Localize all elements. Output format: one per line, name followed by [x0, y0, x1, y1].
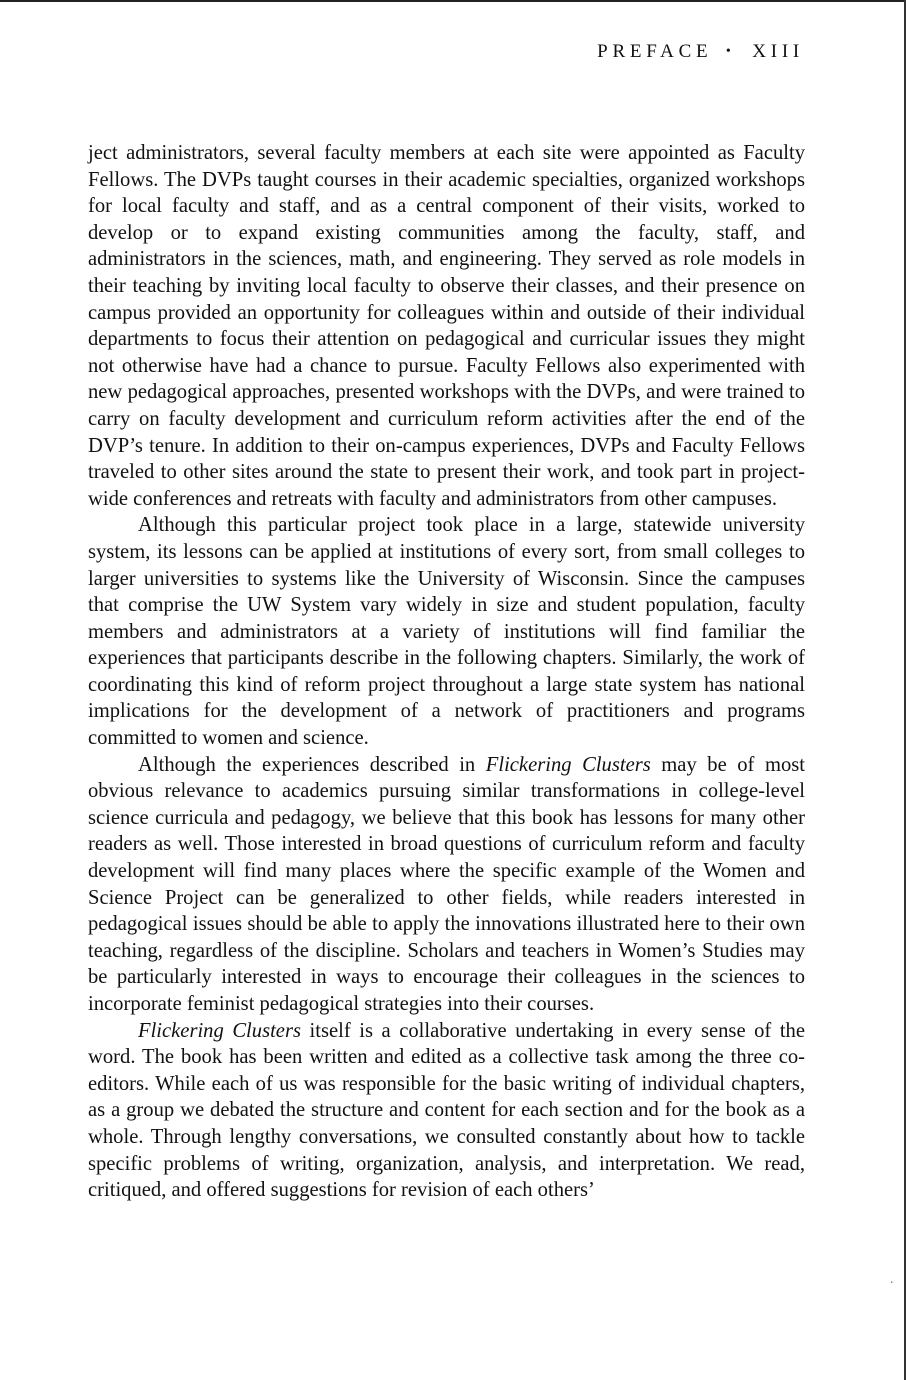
book-title-italic: Flickering Clusters [485, 753, 651, 776]
paragraph-3 [88, 752, 805, 1018]
running-head [597, 40, 804, 66]
paragraph-3-text: may be of most obvious relevance to academics pursuing similar transformations in college-level science curricula and pedagogy, we believe that this book has lessons for many other readers as well. Those interested in broad questions of curriculum reform and faculty development will find many places where the specific example of the Women and Science Project can be generalized to other fields, while readers interested in pedagogical issues should be able to apply the innovations illustrated here to their own teaching, regardless of the discipline. Scholars and teachers in Women’s Studies may be particularly interested in ways to encourage their colleagues in the sciences to incorporate feminist pedagogical strategies into their courses. [88, 753, 805, 1015]
paragraph-2-text: Although this particular project took place in a large, statewide university system, its lessons can be applied at institutions of every sort, from small colleges to larger universities to systems like the University of Wisconsin. Since the campuses that comprise the UW System vary widely in size and student population, faculty members and administrators at a variety of institutions will find familiar the experiences that participants describe in the following chapters. Similarly, the work of coordinating this kind of reform project throughout a large state system has national implications for the development of a network of practitioners and programs committed to women and science. [88, 514, 805, 750]
running-head-section: PREFACE [597, 41, 713, 62]
paragraph-4-text: itself is a collaborative undertaking in every sense of the word. The book has been written and edited as a collective task among the three co-editors. While each of us was responsible for the basic writing of individual chapters, as a group we debated the structure and content for each section and for the book as a whole. Through lengthy conversations, we consulted constantly about how to tackle specific problems of writing, organization, analysis, and interpretation. We read, critiqued, and offered suggestions for revision of each others’ [88, 1019, 805, 1202]
scan-top-edge [0, 0, 906, 2]
paragraph-3-lead: Although the experiences described in [138, 753, 486, 776]
gutter-mark: · [889, 1276, 894, 1291]
book-title-italic: Flickering Clusters [138, 1019, 301, 1042]
paragraph-1 [88, 140, 805, 512]
paragraph-2 [88, 512, 805, 751]
running-head-bullet: • [725, 44, 731, 59]
paragraph-1-text: ject administrators, several faculty members at each site were appointed as Faculty Fellows. The DVPs taught courses in their academic specialties, organized workshops for local faculty and staff, and as a central component of their visits, worked to develop or to expand existing communities among the faculty, staff, and administrators in the sciences, math, and engineering. They served as role models in their teaching by inviting local faculty to observe their classes, and their presence on campus provided an opportunity for colleagues within and outside of their individual departments to focus their attention on pedagogical and curricular issues they might not otherwise have had a chance to pursue. Faculty Fellows also experimented with new pedagogical approaches, presented workshops with the DVPs, and were trained to carry on faculty development and curriculum reform activities after the end of the DVP’s tenure. In addition to their on-campus experiences, DVPs and Faculty Fellows traveled to other sites around the state to present their work, and took part in project-wide conferences and retreats with faculty and administrators from other campuses. [88, 142, 805, 510]
paragraph-4 [88, 1018, 805, 1204]
page-number: XIII [752, 41, 804, 62]
body-text [88, 140, 805, 1204]
